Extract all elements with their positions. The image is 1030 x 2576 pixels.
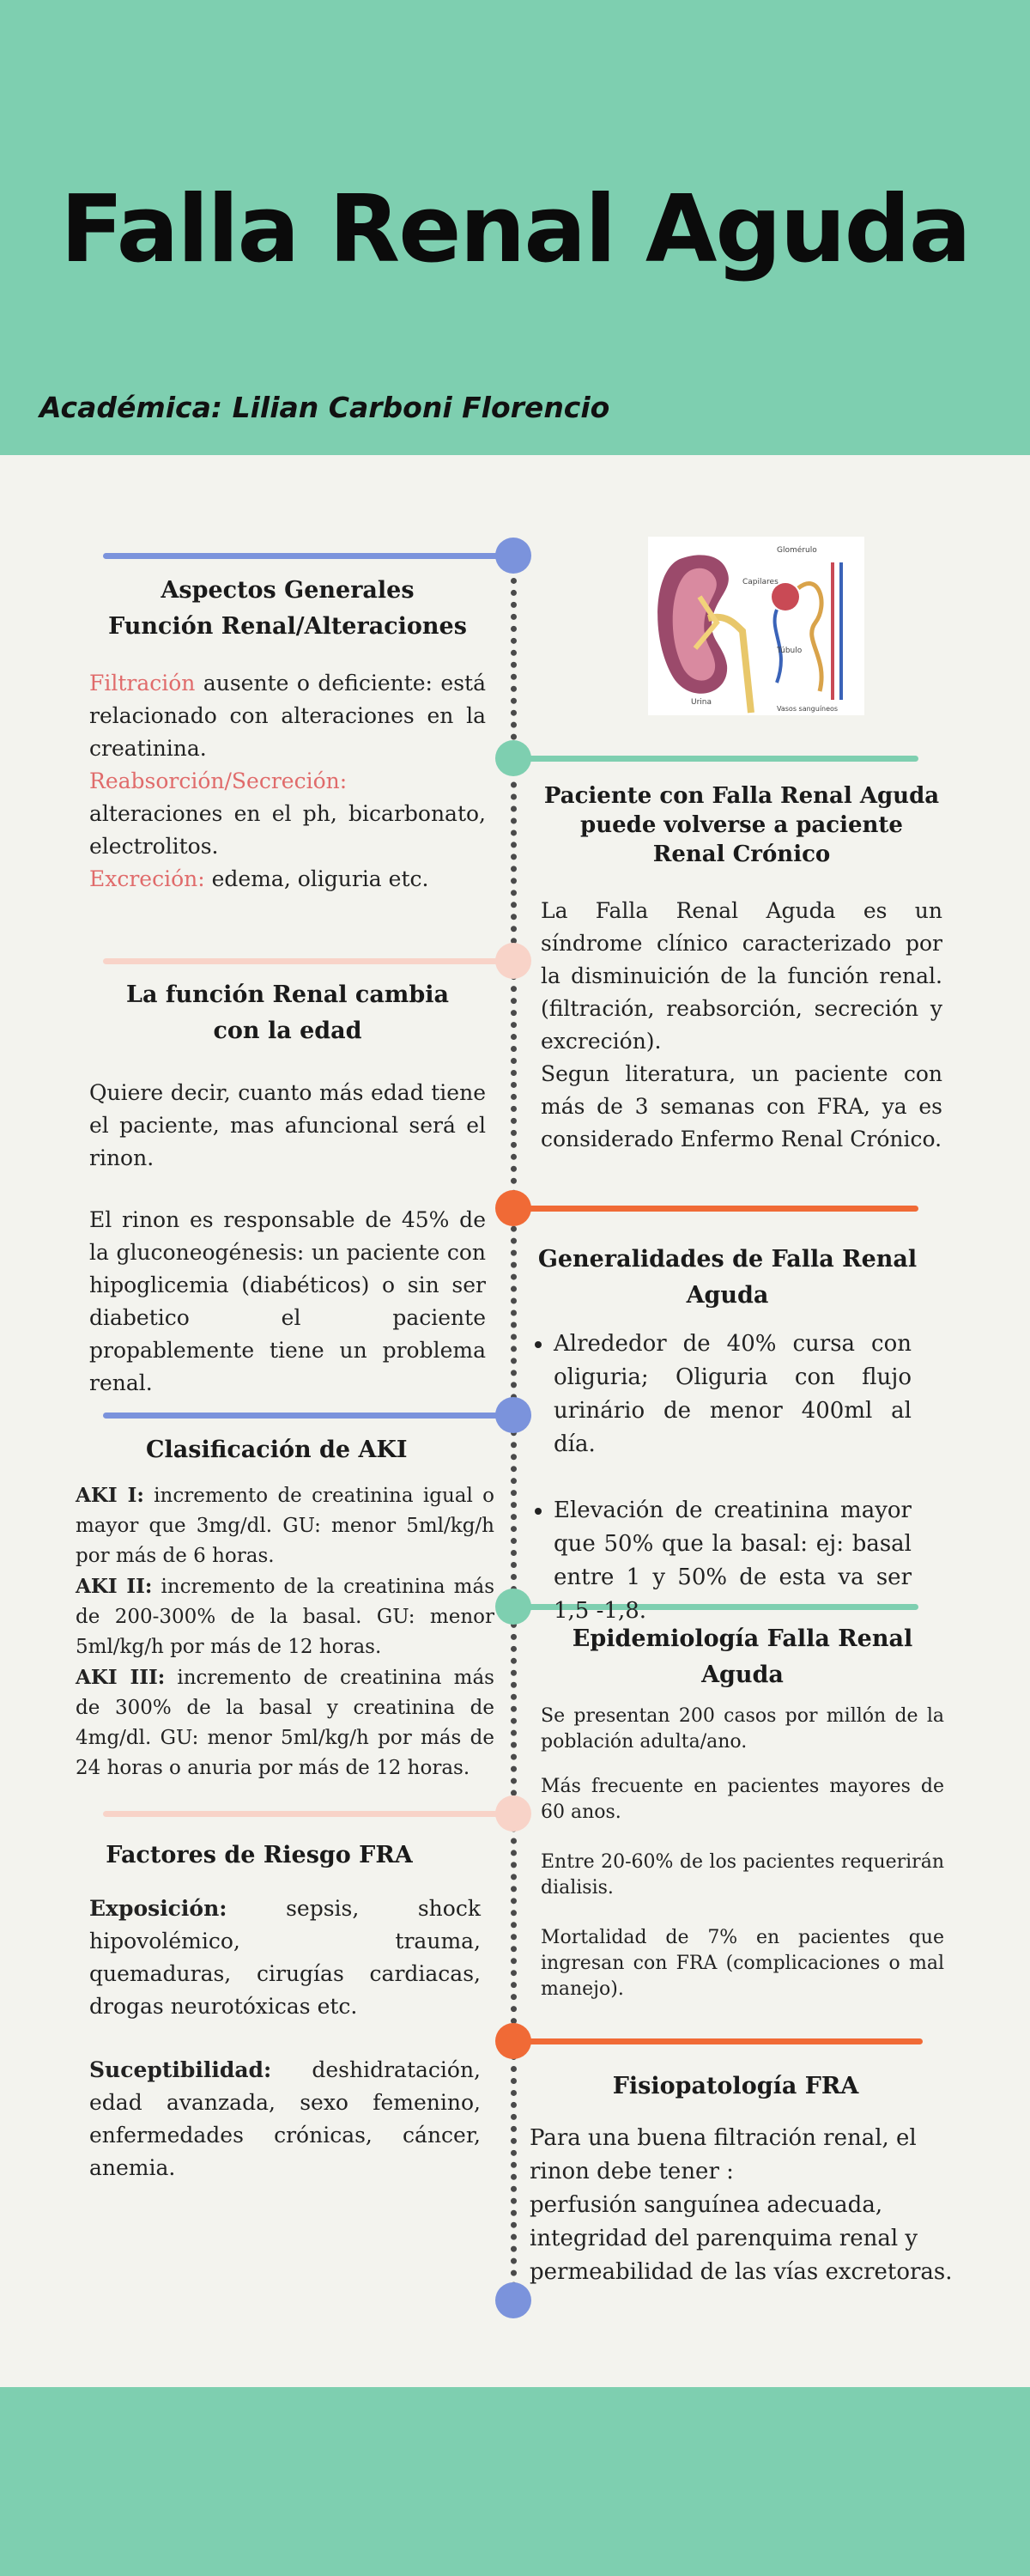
excrecion-label: Excreción: [89, 866, 205, 891]
connector-line-generalidades [524, 1206, 918, 1212]
timeline-dot-generalidades [495, 1190, 531, 1226]
label-vasos: Vasos sanguíneos [777, 705, 839, 713]
epidemiologia-p1: Se presentan 200 casos por millón de la población adulta/ano. [541, 1705, 944, 1753]
edad-title: La función Renal cambia con la edad [125, 981, 450, 1044]
kidney-diagram [648, 537, 864, 715]
aki3-label: AKI III: [76, 1666, 166, 1689]
aki2-label: AKI II: [76, 1575, 153, 1598]
epidemiologia-p4: Mortalidad de 7% en pacientes que ingresan con FRA (complicaciones o mal manejo). [541, 1927, 944, 2000]
section-generalidades [519, 1242, 936, 1661]
tubule-path [798, 584, 821, 691]
timeline-dot-fisiopatologia [495, 2023, 531, 2059]
aki2-text: incremento de la creatinina más de 200-300% de la basal. GU: menor 5ml/kg/h por más de 12 horas. [76, 1576, 495, 1658]
section-aspectos [89, 573, 486, 896]
connector-line-factores [103, 1811, 506, 1817]
cronico-title: Paciente con Falla Renal Aguda puede volverse a paciente Renal Crónico [543, 783, 940, 867]
exposicion-label: Exposición: [89, 1896, 227, 1921]
cronico-p1: La Falla Renal Aguda es un síndrome clínico caracterizado por la disminuición de la función renal. (filtración, reabsorción, secreción y excreción). [541, 898, 942, 1054]
section-factores [89, 1838, 481, 2184]
fisiopatologia-p2: perfusión sanguínea adecuada, integridad del parenquima renal y permeabilidad de las vías excretoras. [530, 2192, 953, 2285]
factores-exposicion [89, 1893, 481, 2023]
excrecion-text: edema, oliguria etc. [204, 866, 429, 891]
filtracion-label: Filtración [89, 671, 196, 696]
generalidades-title: Generalidades de Falla Renal Aguda [537, 1246, 918, 1309]
clasificacion-body [76, 1480, 494, 1783]
factores-susceptibilidad [89, 2054, 481, 2184]
label-glomerulo: Glomérulo [777, 546, 817, 555]
footer-banner [0, 2387, 1030, 2576]
connector-line-fisiopatologia [524, 2038, 923, 2044]
fisiopatologia-title: Fisiopatología FRA [612, 2073, 859, 2099]
reabsorcion-text: alteraciones en el ph, bicarbonato, electrolitos. [89, 801, 486, 859]
edad-p2: El rinon es responsable de 45% de la gluconeogénesis: un paciente con hipoglicemia (diabéticos) o sin ser diabetico el paciente propablemente tiene un problema renal. [89, 1207, 486, 1395]
label-urina: Urina [691, 698, 712, 707]
list-item: • Alrededor de 40% cursa con oliguria; Oliguria con flujo urinário de menor 400ml al día. [554, 1327, 912, 1461]
connector-line-clasificacion [103, 1413, 506, 1419]
generalidades-list [519, 1327, 936, 1628]
aki1-label: AKI I: [76, 1484, 144, 1507]
exposicion-text: sepsis, shock hipovolémico, trauma, quemaduras, cirugías cardiacas, drogas neurotóxicas etc. [89, 1896, 481, 2019]
label-tubulo: Túbulo [777, 647, 803, 655]
reabsorcion-label: Reabsorción/Secreción: [89, 769, 348, 793]
filtracion-text: ausente o deficiente: está relacionado con alteraciones en la creatinina. [89, 671, 486, 761]
aspectos-body [89, 667, 486, 896]
connector-line-edad [103, 958, 506, 964]
label-capilares: Capilares [742, 578, 779, 586]
epidemiologia-p2: Más frecuente en pacientes mayores de 60 anos. [541, 1776, 944, 1823]
fisiopatologia-p1: Para una buena filtración renal, el rinon debe tener : [530, 2125, 917, 2184]
glomerulus-shape [772, 583, 799, 611]
section-epidemiologia [541, 1621, 944, 2002]
section-cronico [541, 781, 942, 1156]
edad-p1: Quiere decir, cuanto más edad tiene el paciente, mas afuncional será el rinon. [89, 1080, 486, 1170]
aspectos-title [89, 573, 486, 645]
epidemiologia-p3: Entre 20-60% de los pacientes requerirán dialisis. [541, 1851, 944, 1899]
connector-line-cronico [524, 756, 918, 762]
timeline-dot-cronico [495, 740, 531, 776]
connector-line-aspectos [103, 553, 506, 559]
timeline-dot-end [495, 2282, 531, 2318]
list-item: • Elevación de creatinina mayor que 50% que la basal: ej: basal entre 1 y 50% de esta va ser 1,5 -1,8. [554, 1494, 912, 1628]
cronico-p2: Segun literatura, un paciente con más de 3 semanas con FRA, ya es considerado Enfermo Renal Crónico. [541, 1061, 942, 1151]
cronico-body [541, 895, 942, 1156]
author-line: Académica: Lilian Carboni Florencio [39, 391, 610, 424]
timeline-dot-factores [495, 1795, 531, 1832]
epidemiologia-title: Epidemiología Falla Renal Aguda [572, 1625, 913, 1688]
clasificacion-title: Clasificación de AKI [146, 1437, 408, 1463]
timeline-dot-edad [495, 943, 531, 979]
aki3-text: incremento de creatinina más de 300% de la basal y creatinina de 4mg/dl. GU: menor 5ml/kg/h por más de 24 horas o anuria por más de 12 horas. [76, 1667, 494, 1779]
susceptibilidad-label: Suceptibilidad: [89, 2057, 272, 2082]
susceptibilidad-text: deshidratación, edad avanzada, sexo femenino, enfermedades crónicas, cáncer, anemia. [89, 2057, 481, 2180]
page-title: Falla Renal Aguda [60, 176, 970, 283]
section-clasificacion [76, 1432, 494, 1783]
factores-title: Factores de Riesgo FRA [106, 1842, 413, 1868]
header-banner [0, 0, 1030, 455]
aki1-text: incremento de creatinina igual o mayor que 3mg/dl. GU: menor 5ml/kg/h por más de 6 horas. [76, 1485, 495, 1567]
kidney-illustration [648, 537, 864, 715]
aspectos-title-line1: Aspectos Generales [161, 577, 415, 604]
aspectos-title-line2: Función Renal/Alteraciones [108, 613, 467, 640]
section-fisiopatologia [530, 2069, 959, 2289]
section-edad [89, 977, 486, 1400]
timeline-dot-aspectos [495, 538, 531, 574]
